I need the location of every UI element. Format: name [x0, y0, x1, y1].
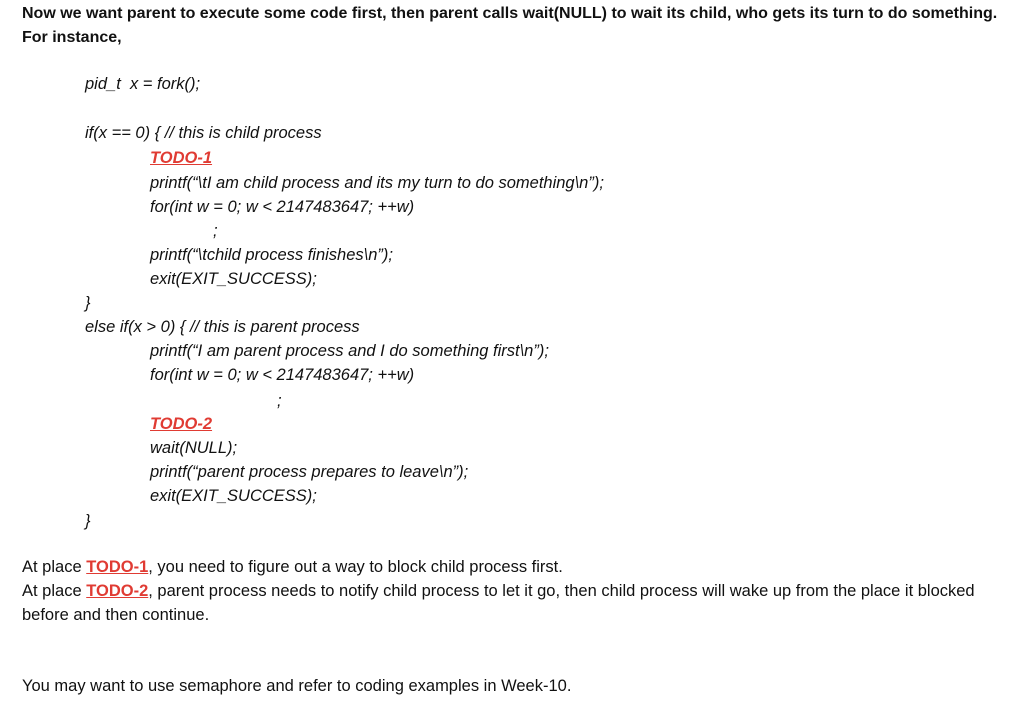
- code-close-brace-child: }: [85, 294, 91, 312]
- todo1-inline-ref: TODO-1: [86, 558, 149, 576]
- explanation-paragraph: [22, 555, 1002, 627]
- code-line-if-child: if(x == 0) { // this is child process: [85, 124, 322, 142]
- todo2-explanation-prefix: At place: [22, 582, 87, 600]
- code-line-child-semicolon: ;: [213, 222, 218, 240]
- code-close-brace-parent: }: [85, 512, 91, 530]
- code-line-parent-semicolon: ;: [277, 392, 282, 410]
- todo-2-marker: TODO-2: [150, 415, 213, 433]
- todo2-inline-ref: TODO-2: [86, 582, 149, 600]
- code-line-parent-printf2: printf(“parent process prepares to leave\n”);: [150, 463, 469, 481]
- code-line-parent-printf1: printf(“I am parent process and I do something first\n”);: [150, 342, 549, 360]
- code-line-parent-wait: wait(NULL);: [150, 439, 238, 457]
- todo2-explanation-suffix: , parent process needs to notify child process to let it go, then child process will wake up from the place it blocked before and then continue.: [22, 582, 975, 624]
- code-line-child-printf2: printf(“\tchild process finishes\n”);: [150, 246, 393, 264]
- code-line-child-for: for(int w = 0; w < 2147483647; ++w): [150, 198, 415, 216]
- todo-1-marker: TODO-1: [150, 149, 213, 167]
- code-line-else-parent: else if(x > 0) { // this is parent process: [85, 318, 360, 336]
- todo1-explanation-prefix: At place: [22, 558, 87, 576]
- footer-note: You may want to use semaphore and refer to coding examples in Week-10.: [22, 677, 572, 695]
- code-line-parent-exit: exit(EXIT_SUCCESS);: [150, 487, 317, 505]
- code-line-child-printf1: printf(“\tI am child process and its my turn to do something\n”);: [150, 174, 604, 192]
- code-line-child-exit: exit(EXIT_SUCCESS);: [150, 270, 317, 288]
- intro-text: Now we want parent to execute some code first, then parent calls wait(NULL) to wait its child, who gets its turn to do something. For instance,: [22, 5, 998, 46]
- code-line-fork: pid_t x = fork();: [85, 75, 201, 93]
- code-line-parent-for: for(int w = 0; w < 2147483647; ++w): [150, 366, 415, 384]
- todo1-explanation-suffix: , you need to figure out a way to block child process first.: [148, 558, 563, 576]
